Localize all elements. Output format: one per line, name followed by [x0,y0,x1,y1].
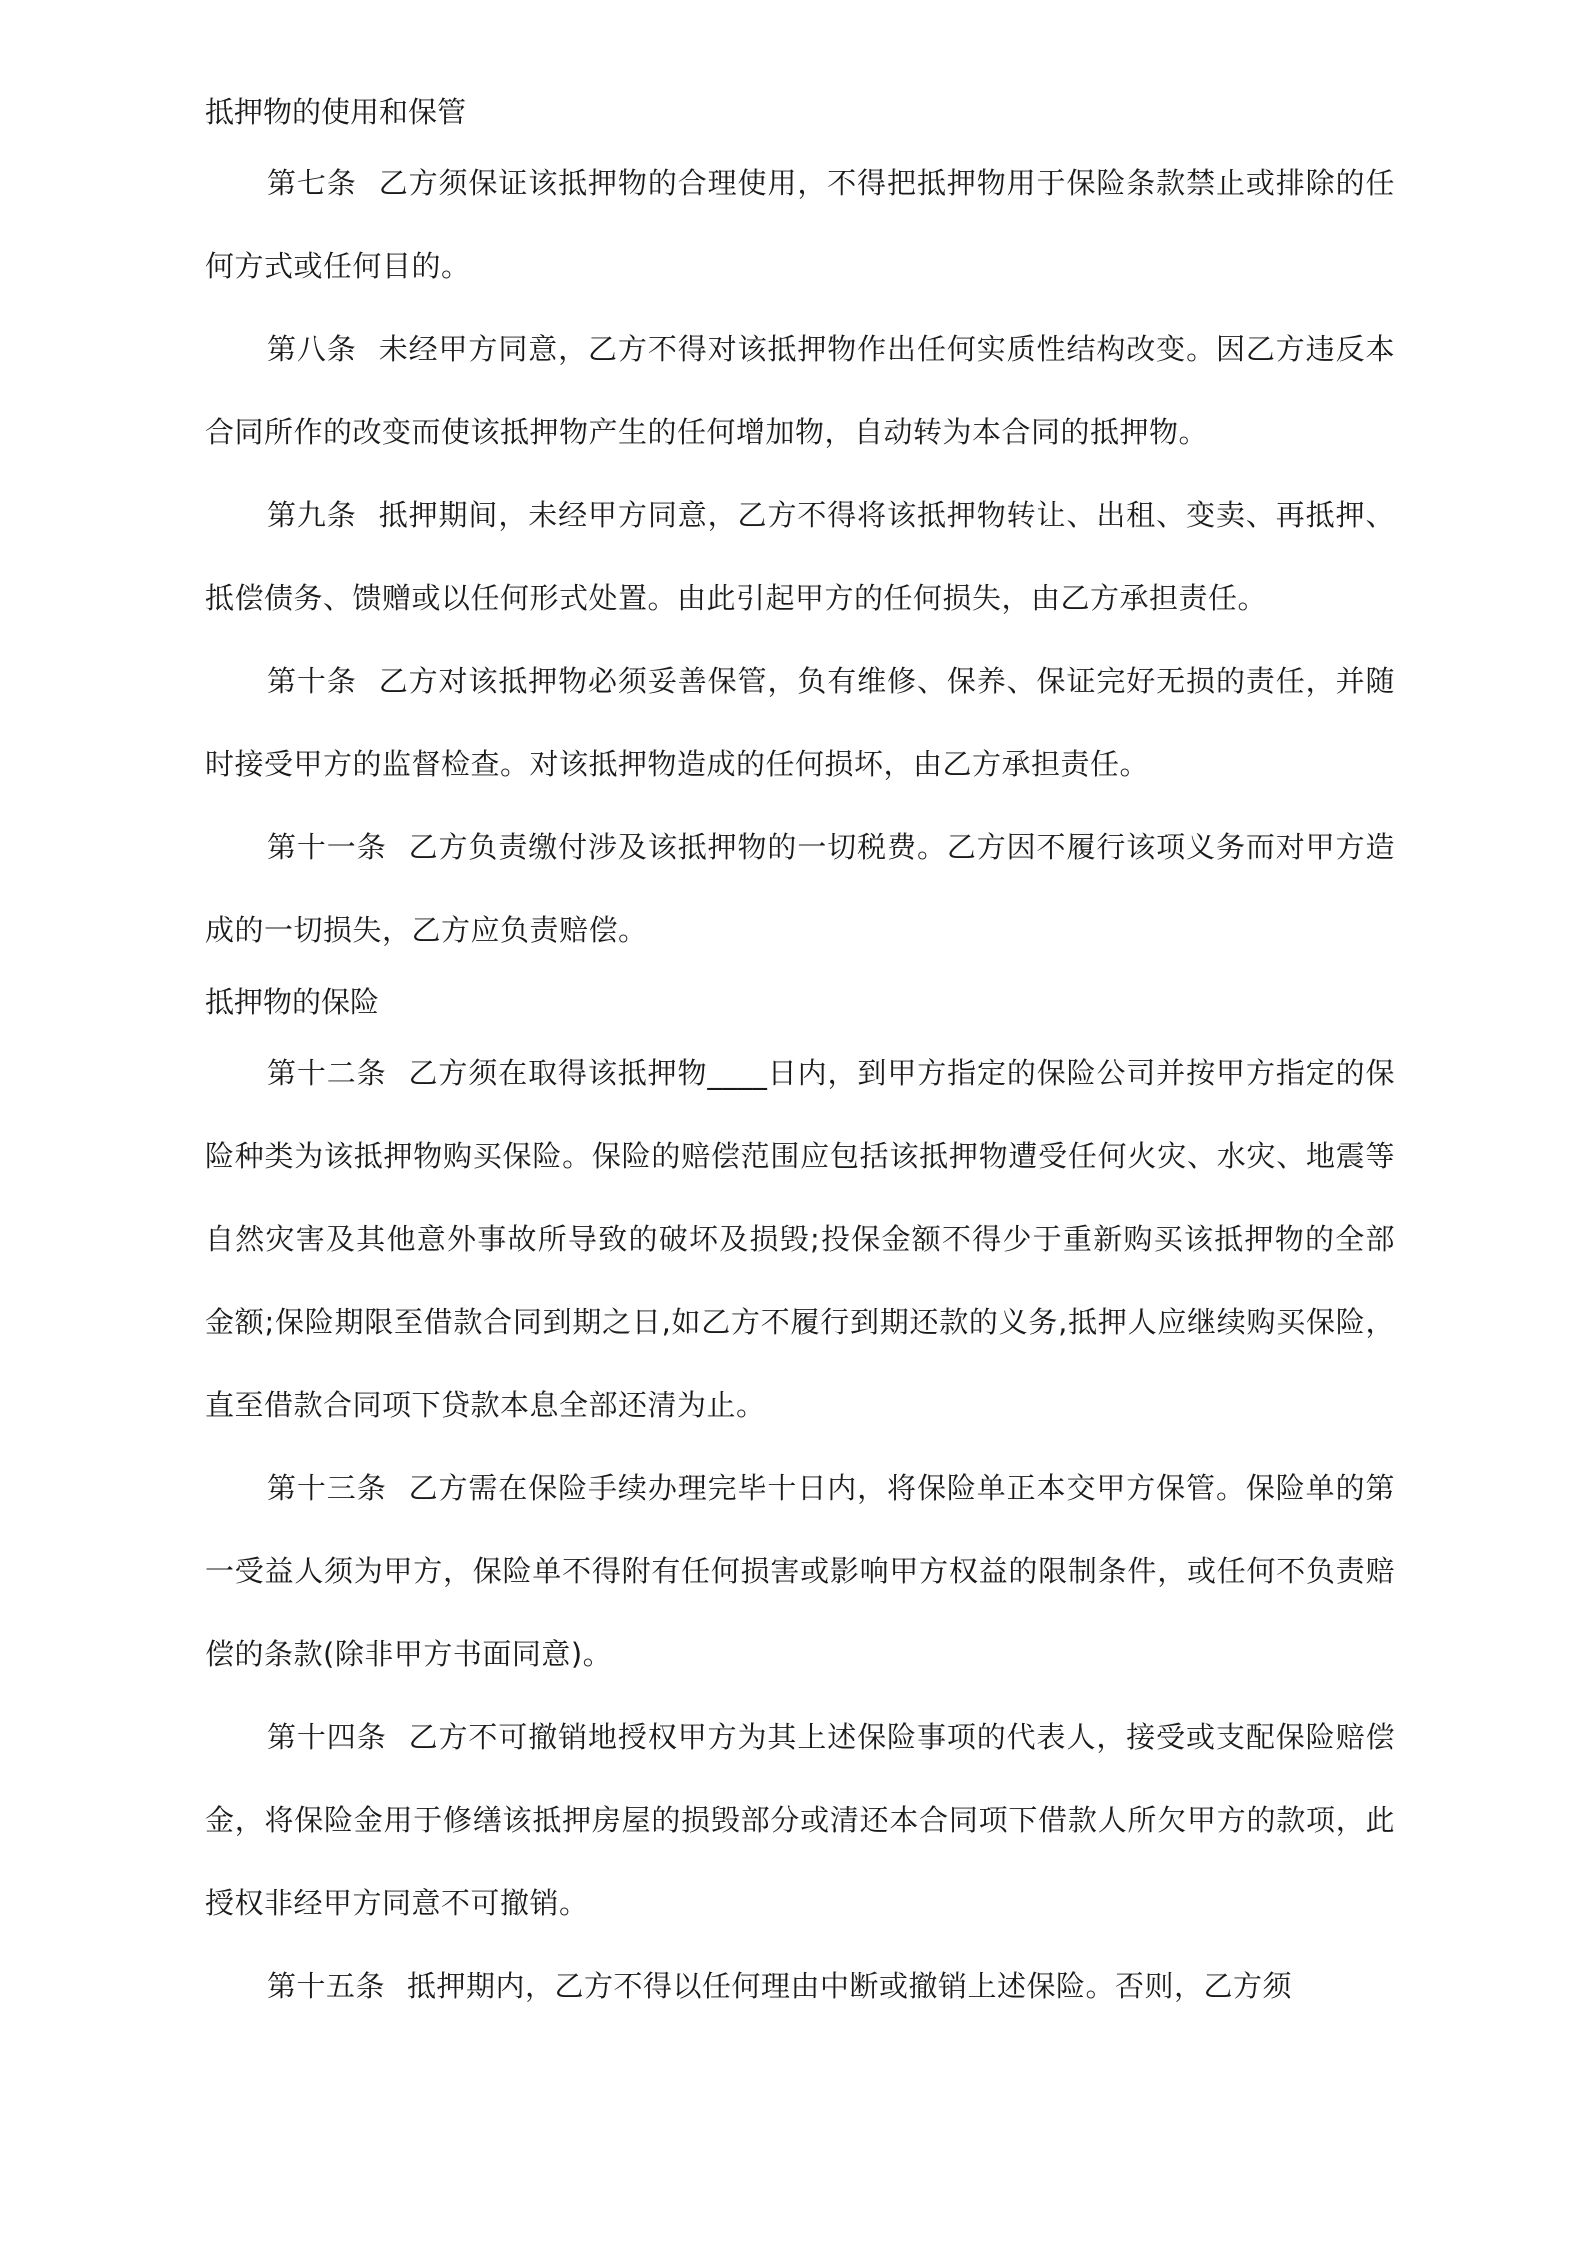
article-number: 第十三条 [267,1471,387,1505]
article-text: 乙方须在取得该抵押物____日内，到甲方指定的保险公司并按甲方指定的保险种类为该抵押物购买保险。保险的赔偿范围应包括该抵押物遭受任何火灾、水灾、地震等自然灾害及其他意外事故所导致的破坏及损毁;投保金额不得少于重新购买该抵押物的全部金额;保险期限至借款合同到期之日,如乙方不履行到期还款的义务,抵押人应继续购买保险，直至借款合同项下贷款本息全部还清为止。 [205,1056,1395,1422]
article-text: 抵押期间，未经甲方同意，乙方不得将该抵押物转让、出租、变卖、再抵押、抵偿债务、馈赠或以任何形式处置。由此引起甲方的任何损失，由乙方承担责任。 [205,498,1395,615]
section-heading-insurance: 抵押物的保险 [205,985,380,1019]
article-text: 抵押期内，乙方不得以任何理由中断或撤销上述保险。否则，乙方须 [407,1969,1293,2003]
article-11 [205,806,1395,972]
article-text: 乙方对该抵押物必须妥善保管，负有维修、保养、保证完好无损的责任，并随时接受甲方的监督检查。对该抵押物造成的任何损坏，由乙方承担责任。 [205,664,1395,781]
article-14 [205,1696,1395,1945]
article-15 [205,1945,1395,2028]
article-text: 乙方需在保险手续办理完毕十日内，将保险单正本交甲方保管。保险单的第一受益人须为甲方，保险单不得附有任何损害或影响甲方权益的限制条件，或任何不负责赔偿的条款(除非甲方书面同意)。 [205,1471,1395,1671]
article-text: 乙方负责缴付涉及该抵押物的一切税费。乙方因不履行该项义务而对甲方造成的一切损失，乙方应负责赔偿。 [205,830,1395,947]
article-number: 第九条 [267,498,357,532]
section-heading-usage: 抵押物的使用和保管 [205,95,467,129]
document-body [205,82,1395,2028]
article-text: 乙方不可撤销地授权甲方为其上述保险事项的代表人，接受或支配保险赔偿金，将保险金用于修缮该抵押房屋的损毁部分或清还本合同项下借款人所欠甲方的款项，此授权非经甲方同意不可撤销。 [205,1720,1395,1920]
article-number: 第十一条 [267,830,387,864]
article-13 [205,1447,1395,1696]
article-10 [205,640,1395,806]
article-7 [205,142,1395,308]
article-number: 第七条 [267,166,357,200]
article-12 [205,1032,1395,1447]
article-number: 第十五条 [267,1969,386,2003]
article-8 [205,308,1395,474]
article-text: 未经甲方同意，乙方不得对该抵押物作出任何实质性结构改变。因乙方违反本合同所作的改变而使该抵押物产生的任何增加物，自动转为本合同的抵押物。 [205,332,1395,449]
article-text: 乙方须保证该抵押物的合理使用，不得把抵押物用于保险条款禁止或排除的任何方式或任何目的。 [205,166,1395,283]
article-number: 第十二条 [267,1056,387,1090]
article-number: 第十四条 [267,1720,387,1754]
article-9 [205,474,1395,640]
article-number: 第十条 [267,664,357,698]
article-number: 第八条 [267,332,357,366]
